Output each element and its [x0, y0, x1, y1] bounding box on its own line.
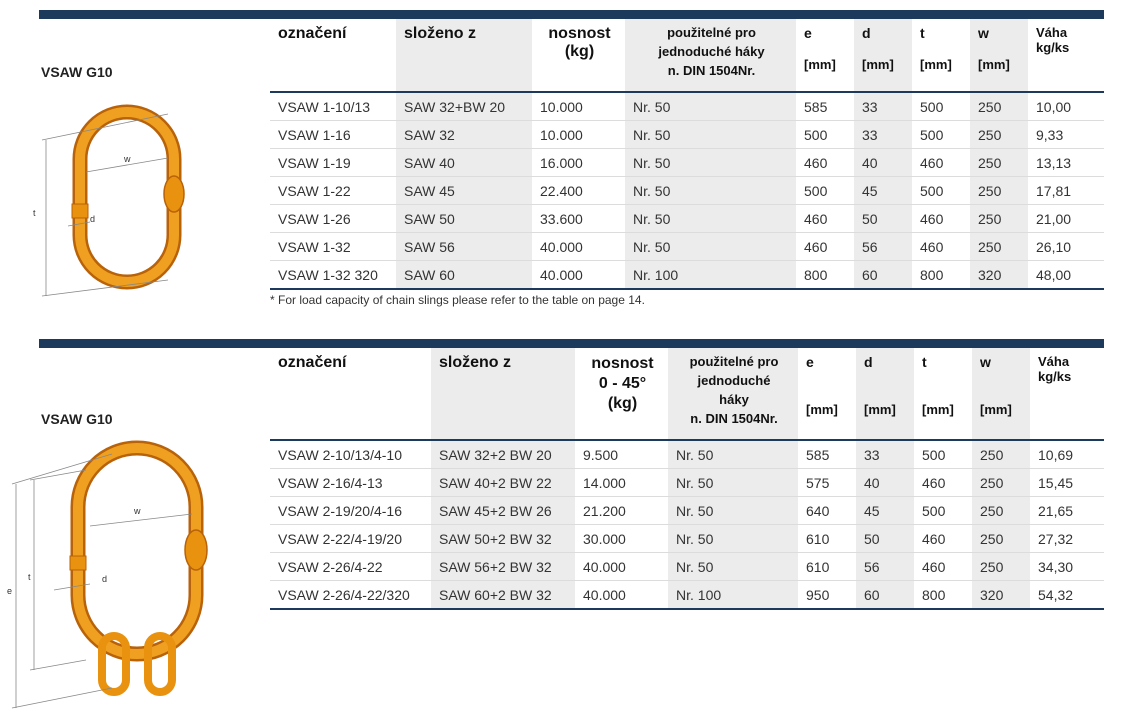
- master-link-body: [80, 112, 174, 282]
- cell-composed-of: SAW 60+2 BW 32: [431, 581, 575, 610]
- dimension-label-t: t: [28, 572, 31, 582]
- cell-designation: VSAW 1-32 320: [270, 261, 396, 290]
- table-1-model-title: VSAW G10: [41, 64, 113, 80]
- cell-capacity: 22.400: [532, 177, 625, 205]
- header-capacity: [532, 19, 625, 92]
- hooks-line-2: jednoduché háky: [658, 44, 765, 59]
- cell-designation: VSAW 1-10/13: [270, 92, 396, 121]
- table-2-model-title: VSAW G10: [41, 411, 113, 427]
- cell-w: 250: [972, 553, 1030, 581]
- cell-d: 33: [854, 121, 912, 149]
- weight-label: Váha: [1036, 25, 1068, 40]
- table-row: [270, 581, 1104, 610]
- cell-designation: VSAW 1-16: [270, 121, 396, 149]
- cell-hooks: Nr. 50: [668, 440, 798, 469]
- cell-weight: 10,00: [1028, 92, 1104, 121]
- dimension-label-t: t: [33, 208, 36, 218]
- header-d-label: d: [864, 354, 873, 370]
- cell-t: 500: [914, 440, 972, 469]
- cell-composed-of: SAW 32+2 BW 20: [431, 440, 575, 469]
- weld-collar-left: [70, 556, 86, 570]
- hooks-line-4: n. DIN 1504Nr.: [690, 411, 778, 426]
- cell-w: 250: [970, 92, 1028, 121]
- cell-designation: VSAW 2-26/4-22/320: [270, 581, 431, 610]
- cell-d: 56: [856, 553, 914, 581]
- table-row: [270, 553, 1104, 581]
- hooks-line-2: jednoduché: [697, 373, 771, 388]
- cell-d: 50: [854, 205, 912, 233]
- header-composed-of: složeno z: [396, 19, 532, 92]
- cell-e: 585: [796, 92, 854, 121]
- dimension-label-w: w: [124, 154, 131, 164]
- cell-weight: 21,00: [1028, 205, 1104, 233]
- cell-w: 250: [972, 440, 1030, 469]
- table-1-top-bar: [39, 10, 1104, 19]
- cell-composed-of: SAW 32: [396, 121, 532, 149]
- cell-hooks: Nr. 100: [625, 261, 796, 290]
- cell-e: 800: [796, 261, 854, 290]
- header-d-unit: [mm]: [864, 402, 896, 417]
- capacity-unit: (kg): [564, 43, 595, 60]
- capacity-unit: (kg): [607, 395, 638, 412]
- cell-hooks: Nr. 50: [625, 121, 796, 149]
- cell-e: 460: [796, 149, 854, 177]
- cell-t: 460: [912, 233, 970, 261]
- cell-capacity: 14.000: [575, 469, 668, 497]
- cell-capacity: 40.000: [575, 581, 668, 610]
- cell-capacity: 16.000: [532, 149, 625, 177]
- header-capacity: [575, 348, 668, 440]
- header-t: [914, 348, 972, 440]
- cell-d: 45: [856, 497, 914, 525]
- cell-composed-of: SAW 60: [396, 261, 532, 290]
- table-row: [270, 121, 1104, 149]
- header-t-label: t: [920, 25, 925, 41]
- master-link-assembly-diagram: [2, 440, 222, 712]
- cell-w: 250: [972, 525, 1030, 553]
- cell-designation: VSAW 2-10/13/4-10: [270, 440, 431, 469]
- cell-composed-of: SAW 40: [396, 149, 532, 177]
- cell-d: 50: [856, 525, 914, 553]
- cell-designation: VSAW 2-19/20/4-16: [270, 497, 431, 525]
- spec-table-1-body: [270, 92, 1104, 289]
- cell-capacity: 40.000: [575, 553, 668, 581]
- cell-e: 500: [796, 121, 854, 149]
- weight-unit: kg/ks: [1038, 369, 1072, 384]
- cell-t: 460: [914, 525, 972, 553]
- spec-table-2-body: [270, 440, 1104, 609]
- cell-d: 40: [854, 149, 912, 177]
- header-d: [854, 19, 912, 92]
- cell-e: 460: [796, 205, 854, 233]
- cell-d: 40: [856, 469, 914, 497]
- cell-w: 320: [972, 581, 1030, 610]
- cell-hooks: Nr. 50: [625, 233, 796, 261]
- cell-capacity: 33.600: [532, 205, 625, 233]
- cell-e: 610: [798, 525, 856, 553]
- header-weight: [1028, 19, 1104, 92]
- cell-w: 250: [970, 177, 1028, 205]
- cell-w: 250: [970, 149, 1028, 177]
- cell-weight: 9,33: [1028, 121, 1104, 149]
- cell-weight: 26,10: [1028, 233, 1104, 261]
- weld-collar-right: [185, 530, 207, 570]
- table-row: [270, 261, 1104, 290]
- cell-w: 250: [972, 497, 1030, 525]
- header-w: [972, 348, 1030, 440]
- cell-t: 500: [912, 92, 970, 121]
- cell-w: 320: [970, 261, 1028, 290]
- cell-composed-of: SAW 45: [396, 177, 532, 205]
- cell-capacity: 30.000: [575, 525, 668, 553]
- header-e: [796, 19, 854, 92]
- header-w-label: w: [978, 25, 989, 41]
- header-t: [912, 19, 970, 92]
- cell-e: 640: [798, 497, 856, 525]
- master-link-highlight: [78, 448, 196, 654]
- header-weight: [1030, 348, 1104, 440]
- cell-hooks: Nr. 50: [625, 149, 796, 177]
- cell-e: 460: [796, 233, 854, 261]
- weld-collar-right: [164, 176, 184, 212]
- table-row: [270, 233, 1104, 261]
- cell-hooks: Nr. 50: [668, 497, 798, 525]
- spec-table-1: [270, 19, 1104, 290]
- hooks-line-1: použitelné pro: [667, 25, 756, 40]
- header-e-label: e: [804, 25, 812, 41]
- cell-w: 250: [970, 233, 1028, 261]
- cell-hooks: Nr. 50: [668, 525, 798, 553]
- cell-composed-of: SAW 50+2 BW 32: [431, 525, 575, 553]
- cell-hooks: Nr. 50: [625, 177, 796, 205]
- cell-t: 500: [912, 177, 970, 205]
- cell-e: 585: [798, 440, 856, 469]
- dimension-label-d: d: [102, 574, 108, 584]
- header-designation: označení: [270, 348, 431, 440]
- header-w-label: w: [980, 354, 991, 370]
- header-t-unit: [mm]: [920, 57, 952, 72]
- cell-weight: 13,13: [1028, 149, 1104, 177]
- header-e-unit: [mm]: [804, 57, 836, 72]
- header-composed-of: složeno z: [431, 348, 575, 440]
- cell-capacity: 40.000: [532, 233, 625, 261]
- cell-weight: 34,30: [1030, 553, 1104, 581]
- cell-composed-of: SAW 45+2 BW 26: [431, 497, 575, 525]
- table-row: [270, 149, 1104, 177]
- table-2-top-bar: [39, 339, 1104, 348]
- cell-capacity: 21.200: [575, 497, 668, 525]
- cell-designation: VSAW 2-16/4-13: [270, 469, 431, 497]
- cell-capacity: 10.000: [532, 121, 625, 149]
- header-d: [856, 348, 914, 440]
- cell-t: 460: [912, 149, 970, 177]
- cell-weight: 27,32: [1030, 525, 1104, 553]
- cell-composed-of: SAW 50: [396, 205, 532, 233]
- cell-weight: 48,00: [1028, 261, 1104, 290]
- cell-designation: VSAW 1-19: [270, 149, 396, 177]
- cell-t: 800: [912, 261, 970, 290]
- cell-t: 460: [912, 205, 970, 233]
- dimension-label-w: w: [134, 506, 141, 516]
- header-e-unit: [mm]: [806, 402, 838, 417]
- cell-d: 33: [856, 440, 914, 469]
- header-d-unit: [mm]: [862, 57, 894, 72]
- header-w-unit: [mm]: [978, 57, 1010, 72]
- cell-t: 800: [914, 581, 972, 610]
- cell-designation: VSAW 2-22/4-19/20: [270, 525, 431, 553]
- table-row: [270, 497, 1104, 525]
- cell-designation: VSAW 1-32: [270, 233, 396, 261]
- dimension-label-d: d: [90, 214, 96, 224]
- header-hooks: [625, 19, 796, 92]
- cell-d: 45: [854, 177, 912, 205]
- cell-capacity: 40.000: [532, 261, 625, 290]
- cell-composed-of: SAW 56: [396, 233, 532, 261]
- cell-hooks: Nr. 50: [668, 553, 798, 581]
- header-e-label: e: [806, 354, 814, 370]
- cell-designation: VSAW 2-26/4-22: [270, 553, 431, 581]
- cell-weight: 54,32: [1030, 581, 1104, 610]
- table-row: [270, 92, 1104, 121]
- header-w: [970, 19, 1028, 92]
- cell-capacity: 9.500: [575, 440, 668, 469]
- cell-hooks: Nr. 50: [625, 205, 796, 233]
- footnote: * For load capacity of chain slings please refer to the table on page 14.: [270, 293, 645, 307]
- hooks-line-1: použitelné pro: [689, 354, 779, 369]
- header-w-unit: [mm]: [980, 402, 1012, 417]
- hooks-line-3: háky: [719, 392, 749, 407]
- header-t-unit: [mm]: [922, 402, 954, 417]
- capacity-label: nosnost: [591, 355, 654, 372]
- cell-composed-of: SAW 56+2 BW 32: [431, 553, 575, 581]
- cell-weight: 17,81: [1028, 177, 1104, 205]
- weight-label: Váha: [1038, 354, 1070, 369]
- header-e: [798, 348, 856, 440]
- cell-weight: 21,65: [1030, 497, 1104, 525]
- cell-d: 60: [856, 581, 914, 610]
- weld-collar-left: [72, 204, 88, 218]
- cell-w: 250: [972, 469, 1030, 497]
- table-row: [270, 469, 1104, 497]
- header-hooks: [668, 348, 798, 440]
- cell-t: 500: [912, 121, 970, 149]
- cell-capacity: 10.000: [532, 92, 625, 121]
- cell-e: 950: [798, 581, 856, 610]
- cell-w: 250: [970, 205, 1028, 233]
- master-link-single-diagram: [28, 100, 198, 300]
- table-row: [270, 440, 1104, 469]
- cell-e: 575: [798, 469, 856, 497]
- cell-w: 250: [970, 121, 1028, 149]
- cell-e: 500: [796, 177, 854, 205]
- cell-designation: VSAW 1-26: [270, 205, 396, 233]
- cell-t: 500: [914, 497, 972, 525]
- weight-unit: kg/ks: [1036, 40, 1070, 55]
- hooks-line-3: n. DIN 1504Nr.: [667, 63, 756, 78]
- capacity-label: nosnost: [548, 25, 611, 42]
- cell-hooks: Nr. 50: [668, 469, 798, 497]
- cell-d: 33: [854, 92, 912, 121]
- table-row: [270, 205, 1104, 233]
- cell-composed-of: SAW 40+2 BW 22: [431, 469, 575, 497]
- cell-hooks: Nr. 100: [668, 581, 798, 610]
- table-row: [270, 525, 1104, 553]
- cell-weight: 15,45: [1030, 469, 1104, 497]
- cell-d: 56: [854, 233, 912, 261]
- table-row: [270, 177, 1104, 205]
- cell-composed-of: SAW 32+BW 20: [396, 92, 532, 121]
- cell-weight: 10,69: [1030, 440, 1104, 469]
- cell-t: 460: [914, 469, 972, 497]
- cell-hooks: Nr. 50: [625, 92, 796, 121]
- master-link-highlight: [80, 112, 174, 282]
- master-link-body: [78, 448, 196, 654]
- capacity-angle: 0 - 45°: [598, 375, 647, 392]
- header-designation: označení: [270, 19, 396, 92]
- header-d-label: d: [862, 25, 871, 41]
- cell-designation: VSAW 1-22: [270, 177, 396, 205]
- cell-d: 60: [854, 261, 912, 290]
- cell-e: 610: [798, 553, 856, 581]
- header-t-label: t: [922, 354, 927, 370]
- spec-table-2: [270, 348, 1104, 610]
- dimension-label-e: e: [7, 586, 13, 596]
- cell-t: 460: [914, 553, 972, 581]
